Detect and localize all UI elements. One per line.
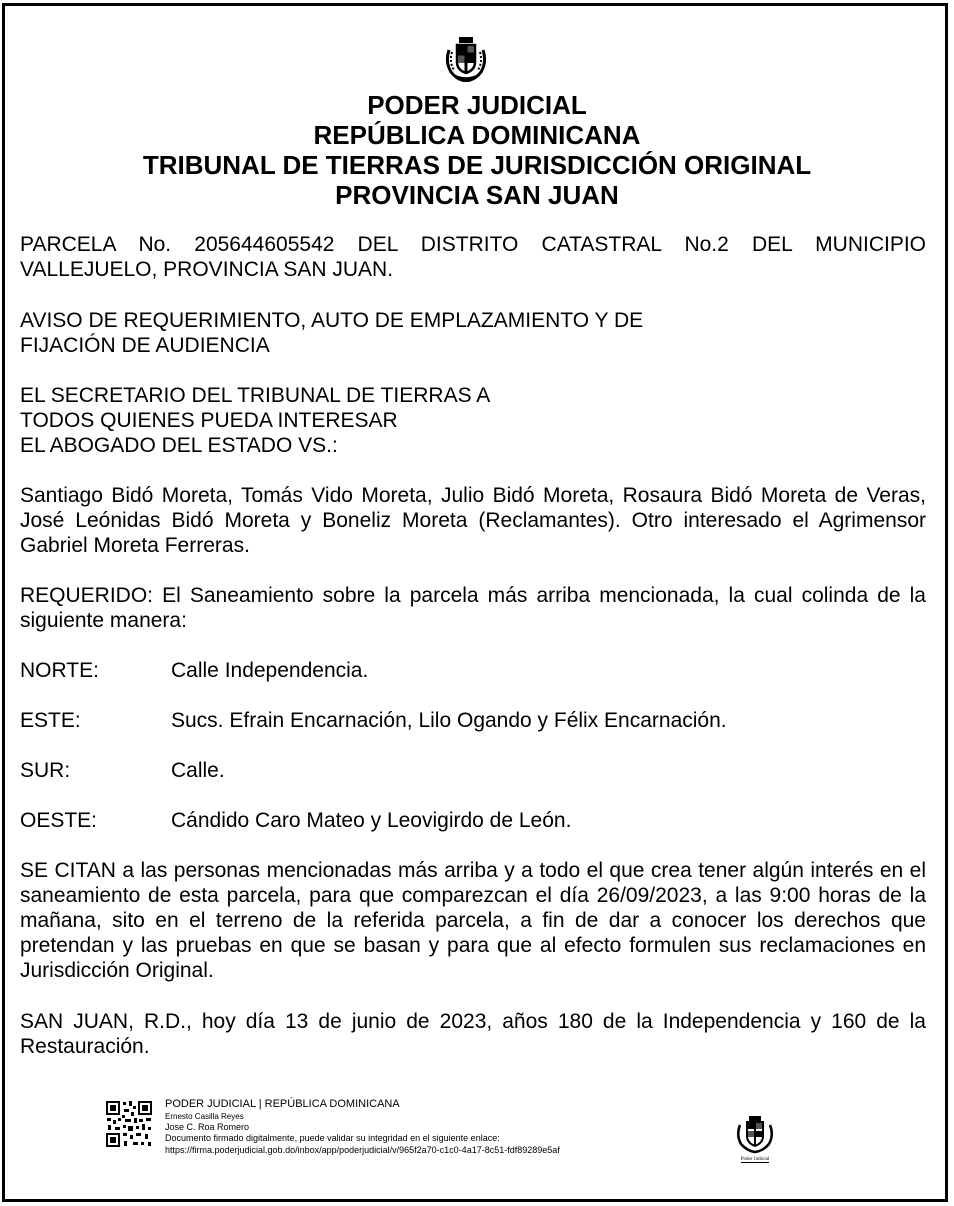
document-header <box>20 90 934 210</box>
header-tribunal: TRIBUNAL DE TIERRAS DE JURISDICCIÓN ORIGINAL <box>142 150 812 180</box>
coat-of-arms-icon <box>443 36 489 82</box>
footer-signer-1: Ernesto Casilla Reyes <box>165 1112 244 1121</box>
boundary-label-north: NORTE: <box>20 659 99 682</box>
parcela-line-2: VALLEJUELO, PROVINCIA SAN JUAN. <box>20 258 394 281</box>
boundary-value-north: Calle Independencia. <box>171 659 369 682</box>
footer-note: Documento firmado digitalmente, puede validar su integridad en el siguiente enlace: <box>165 1133 500 1143</box>
footer-institution: PODER JUDICIAL | REPÚBLICA DOMINICANA <box>165 1098 400 1110</box>
boundary-label-east: ESTE: <box>20 709 81 732</box>
boundary-value-east: Sucs. Efrain Encarnación, Lilo Ogando y Félix Encarnación. <box>171 709 727 732</box>
aviso-line-1: AVISO DE REQUERIMIENTO, AUTO DE EMPLAZAMIENTO Y DE <box>20 309 644 332</box>
boundary-value-west: Cándido Caro Mateo y Leovigirdo de León. <box>171 809 572 832</box>
secretario-line-3: EL ABOGADO DEL ESTADO VS.: <box>20 434 338 457</box>
signature-footer <box>105 1097 795 1167</box>
parcela-block <box>20 232 926 282</box>
qr-code-icon[interactable] <box>105 1100 153 1148</box>
footer-logo-text: Poder Judicial <box>740 1157 770 1162</box>
aviso-block <box>20 308 926 358</box>
footer-verification-link[interactable]: https://firma.poderjudicial.gob.do/inbox/app/poderjudicial/v/965f2a70-c1c0-4a17-8c51-fdf89289e5af <box>165 1145 560 1155</box>
secretario-block <box>20 383 926 458</box>
footer-signer-2: Jose C. Roa Romero <box>165 1122 250 1132</box>
header-institution: PODER JUDICIAL <box>367 90 587 120</box>
closing-paragraph: SAN JUAN, R.D., hoy día 13 de junio de 2023, años 180 de la Independencia y 160 de la Restauración. <box>20 1010 926 1058</box>
boundary-label-south: SUR: <box>20 759 71 782</box>
boundary-value-south: Calle. <box>171 759 225 782</box>
poder-judicial-logo-icon <box>735 1115 775 1165</box>
aviso-line-2: FIJACIÓN DE AUDIENCIA <box>20 334 270 357</box>
secretario-line-2: TODOS QUIENES PUEDA INTERESAR <box>20 409 398 432</box>
header-province: PROVINCIA SAN JUAN <box>335 180 619 210</box>
header-country: REPÚBLICA DOMINICANA <box>313 120 641 150</box>
parties-paragraph: Santiago Bidó Moreta, Tomás Vido Moreta, Julio Bidó Moreta, Rosaura Bidó Moreta de Veras, José Leónidas Bidó Moreta y Boneliz Moreta (Reclamantes). Otro interesado el Agrimensor Gabriel Moreta Ferreras. <box>20 484 926 557</box>
boundary-label-west: OESTE: <box>20 809 98 832</box>
secretario-line-1: EL SECRETARIO DEL TRIBUNAL DE TIERRAS A <box>20 384 491 407</box>
requerido-paragraph: REQUERIDO: El Saneamiento sobre la parcela más arriba mencionada, la cual colinda de la siguiente manera: <box>20 584 926 632</box>
signature-text <box>165 1097 560 1156</box>
parcela-line-1: PARCELA No. 205644605542 DEL DISTRITO CATASTRAL No.2 DEL MUNICIPIO <box>20 233 926 256</box>
citation-paragraph: SE CITAN a las personas mencionadas más arriba y a todo el que crea tener algún interés en el saneamiento de esta parcela, para que comparezcan el día 26/09/2023, a las 9:00 horas de la mañana, sito en el terreno de la referida parcela, a fin de dar a conocer los derechos que pretendan y las pruebas en que se basan y para que al efecto formulen sus reclamaciones en Jurisdicción Original. <box>20 859 926 982</box>
